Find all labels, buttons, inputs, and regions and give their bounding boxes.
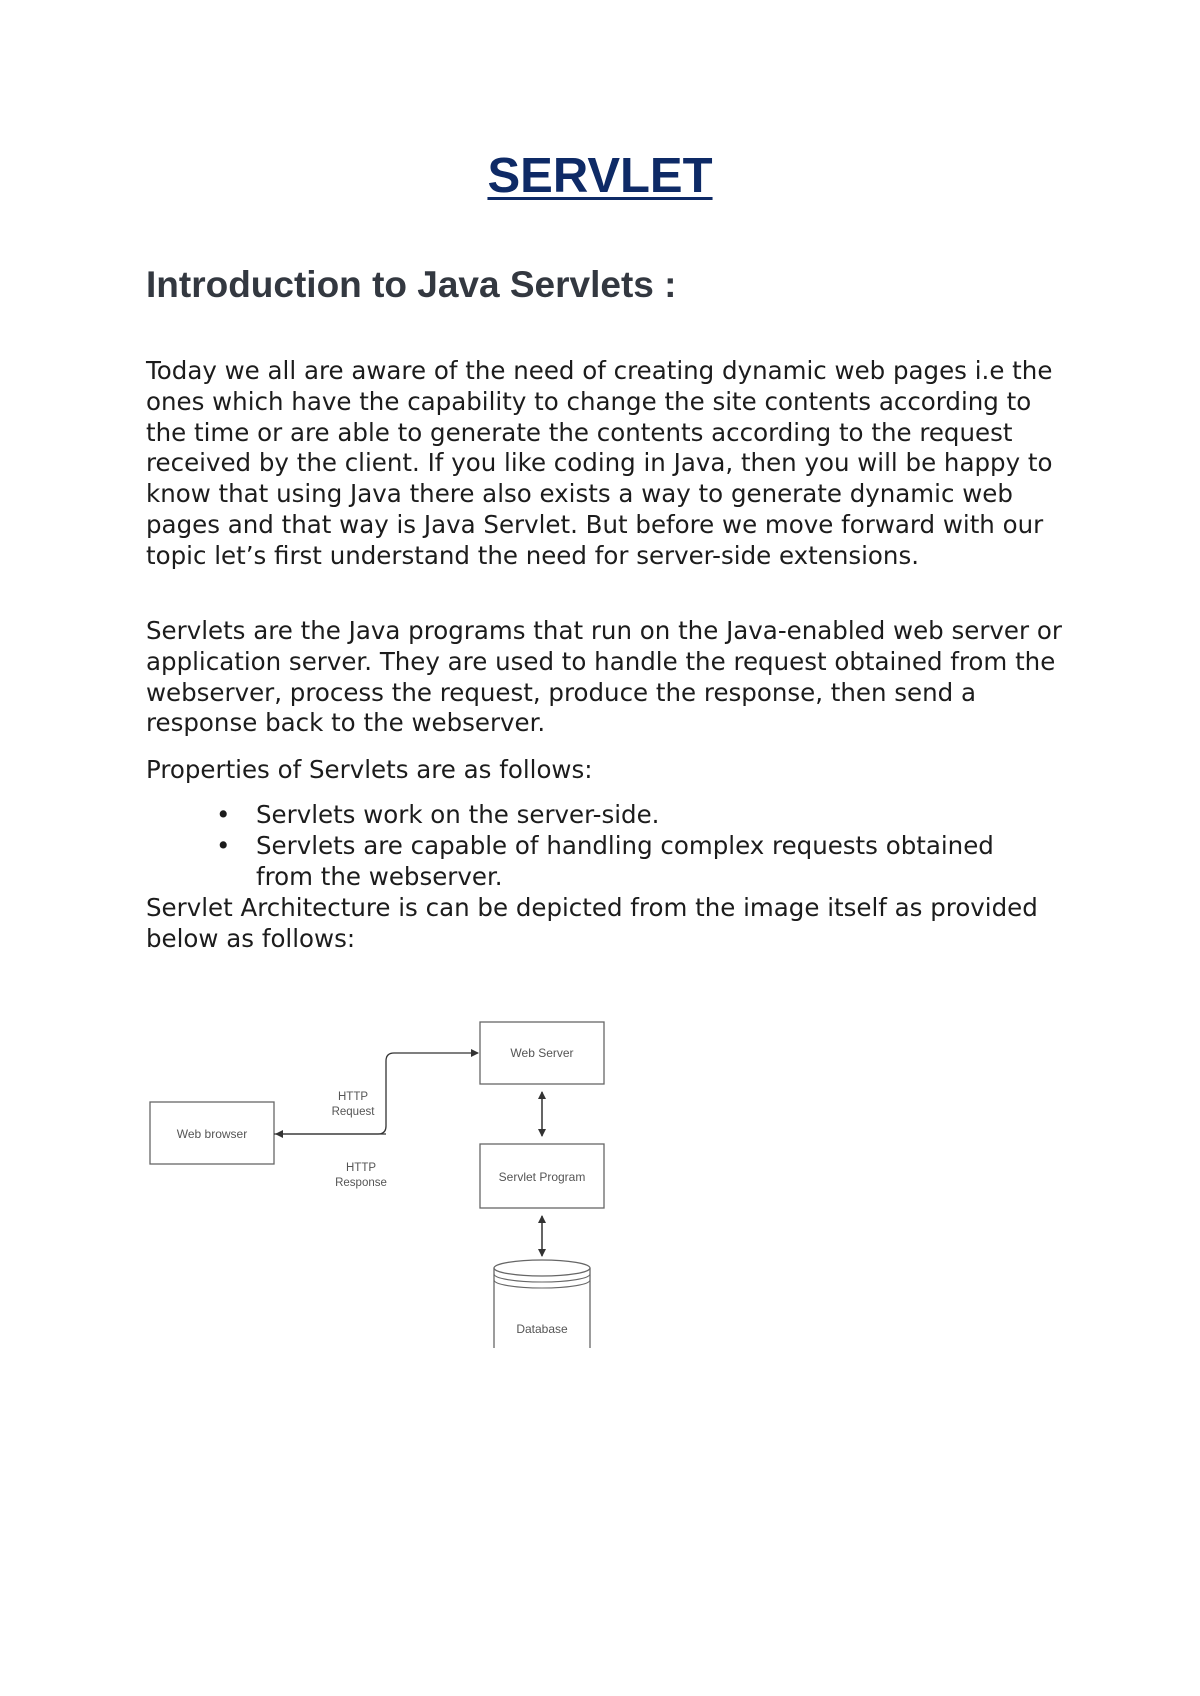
web-browser-label: Web browser (176, 1127, 248, 1141)
bullet-icon: • (216, 830, 231, 860)
diagram-canvas (146, 1010, 626, 1360)
document-title-text: SERVLET (487, 149, 713, 203)
architecture-intro-paragraph: Servlet Architecture is can be depicted from the image itself as provided below as follows: (146, 893, 1038, 953)
bullet-icon: • (216, 800, 231, 829)
http-request-label-line2: Request (331, 1106, 375, 1118)
servlet-definition-paragraph: Servlets are the Java programs that run on the Java-enabled web server or application server. They are used to handle the request obtained from the webserver, process the request, produce the response, then send a response back to the webserver. (146, 616, 1062, 738)
web-server-label: Web Server (510, 1046, 574, 1060)
list-item-text: Servlets are capable of handling complex requests obtained from the webserver. (256, 830, 994, 891)
servlet-program-label: Servlet Program (498, 1170, 586, 1184)
http-response-label-line1: HTTP (345, 1162, 377, 1174)
list-item (146, 800, 1046, 831)
http-request-label-line1: HTTP (337, 1091, 369, 1103)
http-response-label-line2: Response (335, 1177, 387, 1189)
list-item-text: Servlets work on the server-side. (256, 800, 660, 829)
intro-paragraph: Today we all are aware of the need of creating dynamic web pages i.e the ones which have the capability to change the site contents according to the time or are able to generate the contents according to the request received by the client. If you like coding in Java, then you will be happy to know that using Java there also exists a way to generate dynamic web pages and that way is Java Servlet. But before we move forward with our topic let’s first understand the need for server-side extensions. (146, 356, 1053, 570)
servlet-architecture-diagram (146, 1010, 626, 1360)
properties-list (146, 800, 1046, 892)
document-title (0, 146, 1200, 206)
list-item (146, 831, 1046, 893)
section-heading: Introduction to Java Servlets : (146, 264, 677, 305)
http-request-connector (274, 1053, 478, 1134)
properties-intro-paragraph: Properties of Servlets are as follows: (146, 755, 593, 784)
database-label: Database (516, 1322, 568, 1336)
